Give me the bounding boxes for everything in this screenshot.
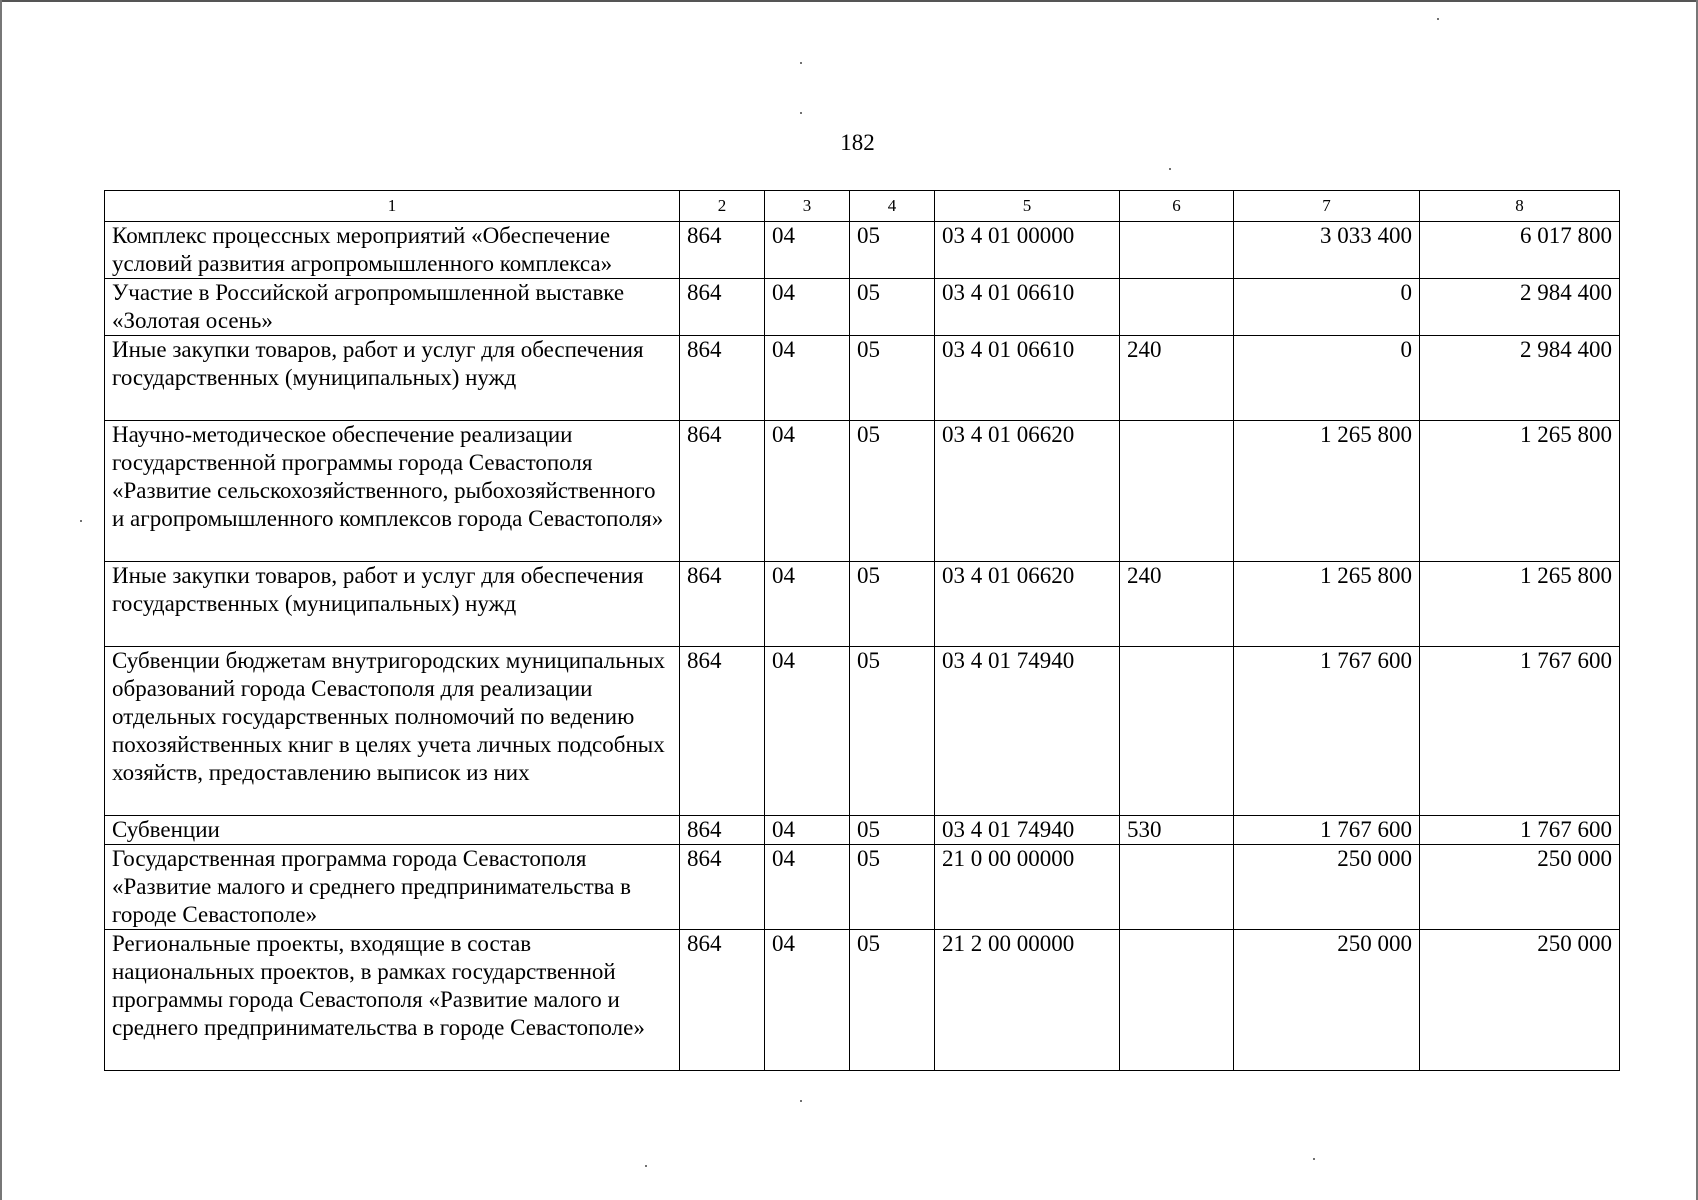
column-number: 2 [680, 191, 765, 222]
subsection-code: 05 [850, 930, 935, 1071]
section-code: 04 [765, 562, 850, 647]
table-row [105, 930, 1620, 1071]
table-row [105, 647, 1620, 816]
scan-speck [1437, 18, 1439, 20]
expense-type-code [1120, 222, 1234, 279]
target-article-code: 03 4 01 06620 [935, 562, 1120, 647]
target-article-code: 21 2 00 00000 [935, 930, 1120, 1071]
table-row [105, 845, 1620, 930]
section-code: 04 [765, 279, 850, 336]
amount-col7: 0 [1234, 279, 1420, 336]
subsection-code: 05 [850, 279, 935, 336]
table-row [105, 279, 1620, 336]
subsection-code: 05 [850, 421, 935, 562]
expense-type-code [1120, 421, 1234, 562]
ministry-code: 864 [680, 647, 765, 816]
amount-col8: 1 767 600 [1420, 816, 1620, 845]
amount-col8: 1 767 600 [1420, 647, 1620, 816]
scan-speck [800, 1100, 802, 1102]
section-code: 04 [765, 930, 850, 1071]
column-number: 8 [1420, 191, 1620, 222]
expense-type-code: 530 [1120, 816, 1234, 845]
subsection-code: 05 [850, 336, 935, 421]
expense-name: Субвенции [105, 816, 680, 845]
amount-col7: 1 767 600 [1234, 647, 1420, 816]
target-article-code: 03 4 01 06610 [935, 279, 1120, 336]
subsection-code: 05 [850, 845, 935, 930]
section-code: 04 [765, 845, 850, 930]
column-number: 3 [765, 191, 850, 222]
scan-edge-top [0, 0, 1698, 2]
target-article-code: 21 0 00 00000 [935, 845, 1120, 930]
scan-speck [800, 112, 802, 114]
page-number: 182 [840, 130, 875, 155]
column-number-row [105, 191, 1620, 222]
subsection-code: 05 [850, 647, 935, 816]
column-number: 5 [935, 191, 1120, 222]
expense-type-code [1120, 845, 1234, 930]
ministry-code: 864 [680, 222, 765, 279]
amount-col8: 1 265 800 [1420, 421, 1620, 562]
section-code: 04 [765, 336, 850, 421]
expense-name: Иные закупки товаров, работ и услуг для обеспечения государственных (муниципальных) нужд [105, 562, 680, 647]
ministry-code: 864 [680, 845, 765, 930]
section-code: 04 [765, 816, 850, 845]
section-code: 04 [765, 222, 850, 279]
expense-name: Региональные проекты, входящие в состав национальных проектов, в рамках государственной программы города Севастополя «Развитие малого и среднего предпринимательства в городе Севастополе» [105, 930, 680, 1071]
amount-col8: 250 000 [1420, 845, 1620, 930]
column-number: 1 [105, 191, 680, 222]
expense-type-code [1120, 930, 1234, 1071]
subsection-code: 05 [850, 562, 935, 647]
expense-type-code [1120, 279, 1234, 336]
expense-type-code: 240 [1120, 336, 1234, 421]
ministry-code: 864 [680, 421, 765, 562]
amount-col7: 1 767 600 [1234, 816, 1420, 845]
section-code: 04 [765, 647, 850, 816]
amount-col7: 1 265 800 [1234, 562, 1420, 647]
amount-col7: 250 000 [1234, 930, 1420, 1071]
expense-name: Государственная программа города Севастополя «Развитие малого и среднего предпринимательства в городе Севастополе» [105, 845, 680, 930]
table-row [105, 336, 1620, 421]
amount-col8: 1 265 800 [1420, 562, 1620, 647]
target-article-code: 03 4 01 74940 [935, 816, 1120, 845]
target-article-code: 03 4 01 74940 [935, 647, 1120, 816]
subsection-code: 05 [850, 816, 935, 845]
scan-speck [80, 520, 82, 522]
target-article-code: 03 4 01 00000 [935, 222, 1120, 279]
table-row [105, 222, 1620, 279]
table-row [105, 421, 1620, 562]
amount-col7: 250 000 [1234, 845, 1420, 930]
scan-speck [645, 1165, 647, 1167]
expense-name: Иные закупки товаров, работ и услуг для обеспечения государственных (муниципальных) нужд [105, 336, 680, 421]
amount-col8: 250 000 [1420, 930, 1620, 1071]
ministry-code: 864 [680, 930, 765, 1071]
ministry-code: 864 [680, 336, 765, 421]
amount-col7: 0 [1234, 336, 1420, 421]
scan-edge-left [0, 0, 2, 1200]
expense-name: Научно-методическое обеспечение реализации государственной программы города Севастополя «Развитие сельскохозяйственного, рыбохозяйственного и агропромышленного комплексов города Севастополя» [105, 421, 680, 562]
scan-speck [1169, 168, 1171, 170]
amount-col7: 1 265 800 [1234, 421, 1420, 562]
expense-name: Комплекс процессных мероприятий «Обеспечение условий развития агропромышленного комплекса» [105, 222, 680, 279]
table-row [105, 816, 1620, 845]
amount-col8: 2 984 400 [1420, 279, 1620, 336]
budget-table [104, 190, 1620, 1071]
expense-type-code: 240 [1120, 562, 1234, 647]
amount-col7: 3 033 400 [1234, 222, 1420, 279]
ministry-code: 864 [680, 816, 765, 845]
scan-speck [800, 62, 802, 64]
ministry-code: 864 [680, 562, 765, 647]
amount-col8: 2 984 400 [1420, 336, 1620, 421]
column-number: 4 [850, 191, 935, 222]
amount-col8: 6 017 800 [1420, 222, 1620, 279]
table-row [105, 562, 1620, 647]
column-number: 6 [1120, 191, 1234, 222]
expense-name: Участие в Российской агропромышленной выставке «Золотая осень» [105, 279, 680, 336]
expense-type-code [1120, 647, 1234, 816]
expense-name: Субвенции бюджетам внутригородских муниципальных образований города Севастополя для реализации отдельных государственных полномочий по ведению похозяйственных книг в целях учета личных подсобных хозяйств, предоставлению выписок из них [105, 647, 680, 816]
target-article-code: 03 4 01 06610 [935, 336, 1120, 421]
section-code: 04 [765, 421, 850, 562]
subsection-code: 05 [850, 222, 935, 279]
column-number: 7 [1234, 191, 1420, 222]
ministry-code: 864 [680, 279, 765, 336]
scan-speck [1313, 1158, 1315, 1160]
target-article-code: 03 4 01 06620 [935, 421, 1120, 562]
